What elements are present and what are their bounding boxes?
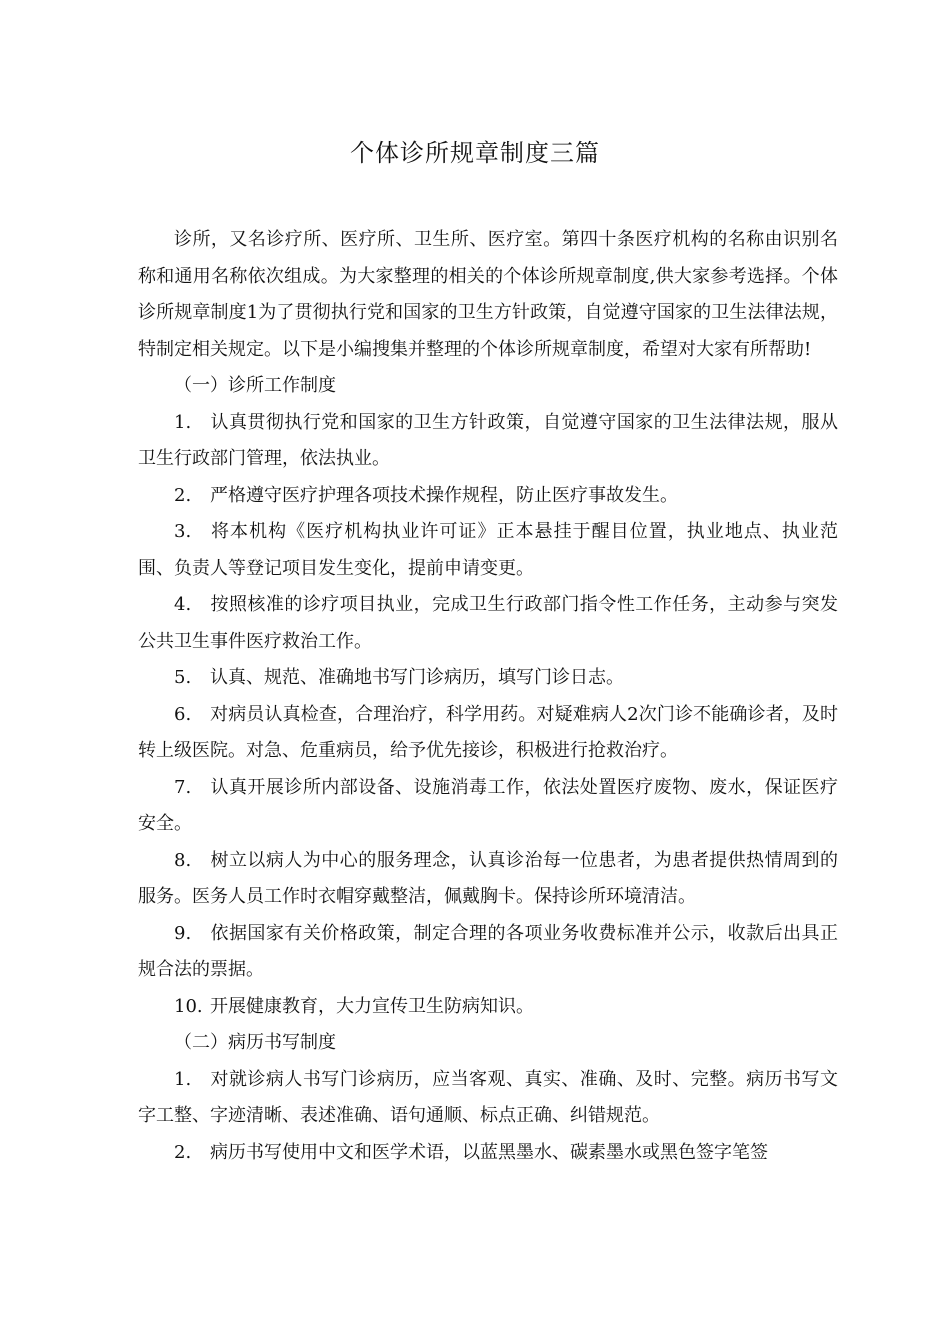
section-heading-medical-records: （二）病历书写制度 — [174, 1032, 336, 1053]
document-body — [138, 222, 838, 1171]
item-number: 6. — [174, 703, 192, 725]
item-text: 认真、规范、准确地书写门诊病历，填写门诊日志。 — [210, 667, 624, 688]
item-text: 开展健康教育，大力宣传卫生防病知识。 — [210, 995, 534, 1017]
item-text: 对病员认真检查，合理治疗，科学用药。对疑难病人2次门诊不能确诊者，及时转上级医院。对急、危重病员，给予优先接诊，积极进行抢救治疗。 — [138, 703, 838, 761]
list-item — [138, 916, 838, 989]
item-text: 病历书写使用中文和医学术语，以蓝黑墨水、碳素墨水或黑色签字笔签 — [210, 1141, 768, 1163]
list-item — [138, 989, 838, 1026]
item-number: 7. — [174, 776, 192, 798]
item-text: 对就诊病人书写门诊病历，应当客观、真实、准确、及时、完整。病历书写文字工整、字迹清晰、表述准确、语句通顺、标点正确、纠错规范。 — [138, 1068, 838, 1126]
item-number: 4. — [174, 594, 192, 615]
item-number: 2. — [174, 484, 192, 506]
item-text: 认真开展诊所内部设备、设施消毒工作，依法处置医疗废物、废水，保证医疗安全。 — [138, 776, 838, 834]
item-text: 按照核准的诊疗项目执业，完成卫生行政部门指令性工作任务，主动参与突发公共卫生事件医疗救治工作。 — [138, 594, 838, 652]
item-number: 3. — [174, 521, 192, 542]
item-number: 9. — [174, 922, 192, 944]
item-number: 8. — [174, 849, 192, 871]
list-item — [138, 514, 838, 587]
item-text: 认真贯彻执行党和国家的卫生方针政策，自觉遵守国家的卫生法律法规，服从卫生行政部门管理，依法执业。 — [138, 411, 838, 469]
list-item — [138, 587, 838, 660]
list-item — [138, 405, 838, 478]
list-item — [138, 1135, 838, 1172]
section-heading-clinic-rules: （一）诊所工作制度 — [174, 375, 336, 396]
item-number: 1. — [174, 1068, 192, 1090]
item-number: 10. — [174, 995, 203, 1017]
item-text: 将本机构《医疗机构执业许可证》正本悬挂于醒目位置，执业地点、执业范围、负责人等登记项目发生变化，提前申请变更。 — [138, 521, 838, 579]
item-number: 2. — [174, 1141, 192, 1163]
item-text: 严格遵守医疗护理各项技术操作规程，防止医疗事故发生。 — [210, 484, 678, 506]
list-item — [138, 843, 838, 916]
list-item — [138, 660, 838, 697]
item-text: 依据国家有关价格政策，制定合理的各项业务收费标准并公示，收款后出具正规合法的票据。 — [138, 922, 838, 980]
document-title: 个体诊所规章制度三篇 — [350, 139, 600, 167]
list-item — [138, 770, 838, 843]
intro-paragraph: 诊所，又名诊疗所、医疗所、卫生所、医疗室。第四十条医疗机构的名称由识别名称和通用名称依次组成。为大家整理的相关的个体诊所规章制度,供大家参考选择。个体诊所规章制度1为了贯彻执行党和国家的卫生方针政策，自觉遵守国家的卫生法律法规，特制定相关规定。以下是小编搜集并整理的个体诊所规章制度，希望对大家有所帮助! — [138, 229, 838, 360]
item-number: 5. — [174, 667, 192, 688]
item-text: 树立以病人为中心的服务理念，认真诊治每一位患者，为患者提供热情周到的服务。医务人员工作时衣帽穿戴整洁，佩戴胸卡。保持诊所环境清洁。 — [138, 849, 838, 907]
list-item — [138, 478, 838, 515]
list-item — [138, 1062, 838, 1135]
item-number: 1. — [174, 411, 192, 433]
list-item — [138, 697, 838, 770]
